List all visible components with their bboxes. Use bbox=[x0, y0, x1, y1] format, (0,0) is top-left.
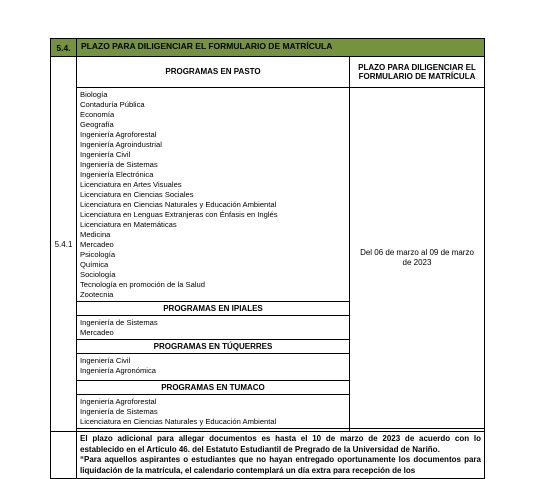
section-title: PLAZO PARA DILIGENCIAR EL FORMULARIO DE MATRÍCULA bbox=[77, 39, 485, 57]
program-item: Licenciatura en Ciencias Naturales y Educación Ambiental bbox=[80, 417, 277, 426]
document-page bbox=[50, 38, 484, 479]
tumaco-heading: PROGRAMAS EN TUMACO bbox=[77, 381, 350, 395]
program-item: Sociología bbox=[80, 270, 116, 279]
pasto-program-list bbox=[77, 88, 350, 302]
program-item: Zootecnia bbox=[80, 290, 114, 299]
ipiales-heading: PROGRAMAS EN IPIALES bbox=[77, 302, 350, 316]
program-item: Ingeniería de Sistemas bbox=[80, 160, 158, 169]
column-header-row bbox=[51, 57, 485, 88]
section-number: 5.4. bbox=[51, 39, 77, 57]
program-item: Psicología bbox=[80, 250, 116, 259]
ipiales-program-list bbox=[77, 316, 350, 340]
program-item: Ingeniería Agroforestal bbox=[80, 130, 157, 139]
program-item: Ingeniería Agronómica bbox=[80, 366, 156, 375]
program-item: Ingeniería Civil bbox=[80, 150, 131, 159]
enrollment-deadline-table bbox=[50, 38, 485, 479]
program-item: Tecnología en promoción de la Salud bbox=[80, 280, 205, 289]
note-number-cell bbox=[51, 432, 77, 479]
program-item: Ingeniería Agroforestal bbox=[80, 397, 157, 406]
program-item: Química bbox=[80, 260, 109, 269]
program-item: Medicina bbox=[80, 230, 111, 239]
program-item: Ingeniería Electrónica bbox=[80, 170, 154, 179]
program-item: Licenciatura en Ciencias Naturales y Educación Ambiental bbox=[80, 200, 277, 209]
note-paragraph: “Para aquellos aspirantes o estudiantes que no hayan entregado oportunamente los documentos para liquidación de la matrícula, el calendario contemplará un día extra para recepción de los bbox=[80, 455, 481, 475]
program-item: Biología bbox=[80, 90, 108, 99]
additional-deadline-note bbox=[77, 432, 485, 479]
tuquerres-program-list bbox=[77, 354, 350, 381]
program-item: Licenciatura en Matemáticas bbox=[80, 220, 177, 229]
deadline-dates: Del 06 de marzo al 09 de marzo de 2023 bbox=[350, 88, 485, 429]
pasto-row bbox=[51, 88, 485, 302]
note-row bbox=[51, 432, 485, 479]
column-header-deadline: PLAZO PARA DILIGENCIAR EL FORMULARIO DE MATRÍCULA bbox=[350, 57, 485, 88]
program-item: Mercadeo bbox=[80, 328, 114, 337]
program-item: Ingeniería Civil bbox=[80, 356, 131, 365]
program-item: Licenciatura en Ciencias Sociales bbox=[80, 190, 194, 199]
program-item: Mercadeo bbox=[80, 240, 114, 249]
program-item: Ingeniería Agroindustrial bbox=[80, 140, 162, 149]
program-item: Ingeniería de Sistemas bbox=[80, 318, 158, 327]
row-number: 5.4.1 bbox=[51, 57, 77, 432]
section-header-row bbox=[51, 39, 485, 57]
note-paragraph: El plazo adicional para allegar documentos es hasta el 10 de marzo de 2023 de acuerdo con lo establecido en el Artículo 46. del Estatuto Estudiantil de Pregrado de la Universidad de Nariño. bbox=[80, 434, 481, 454]
program-item: Licenciatura en Artes Visuales bbox=[80, 180, 182, 189]
program-item: Contaduría Pública bbox=[80, 100, 145, 109]
tuquerres-heading: PROGRAMAS EN TÚQUERRES bbox=[77, 340, 350, 354]
program-item: Economía bbox=[80, 110, 115, 119]
tumaco-program-list bbox=[77, 395, 350, 429]
column-header-programs: PROGRAMAS EN PASTO bbox=[77, 57, 350, 88]
program-item: Geografía bbox=[80, 120, 114, 129]
program-item: Ingeniería de Sistemas bbox=[80, 407, 158, 416]
program-item: Licenciatura en Lenguas Extranjeras con Énfasis en Inglés bbox=[80, 210, 278, 219]
